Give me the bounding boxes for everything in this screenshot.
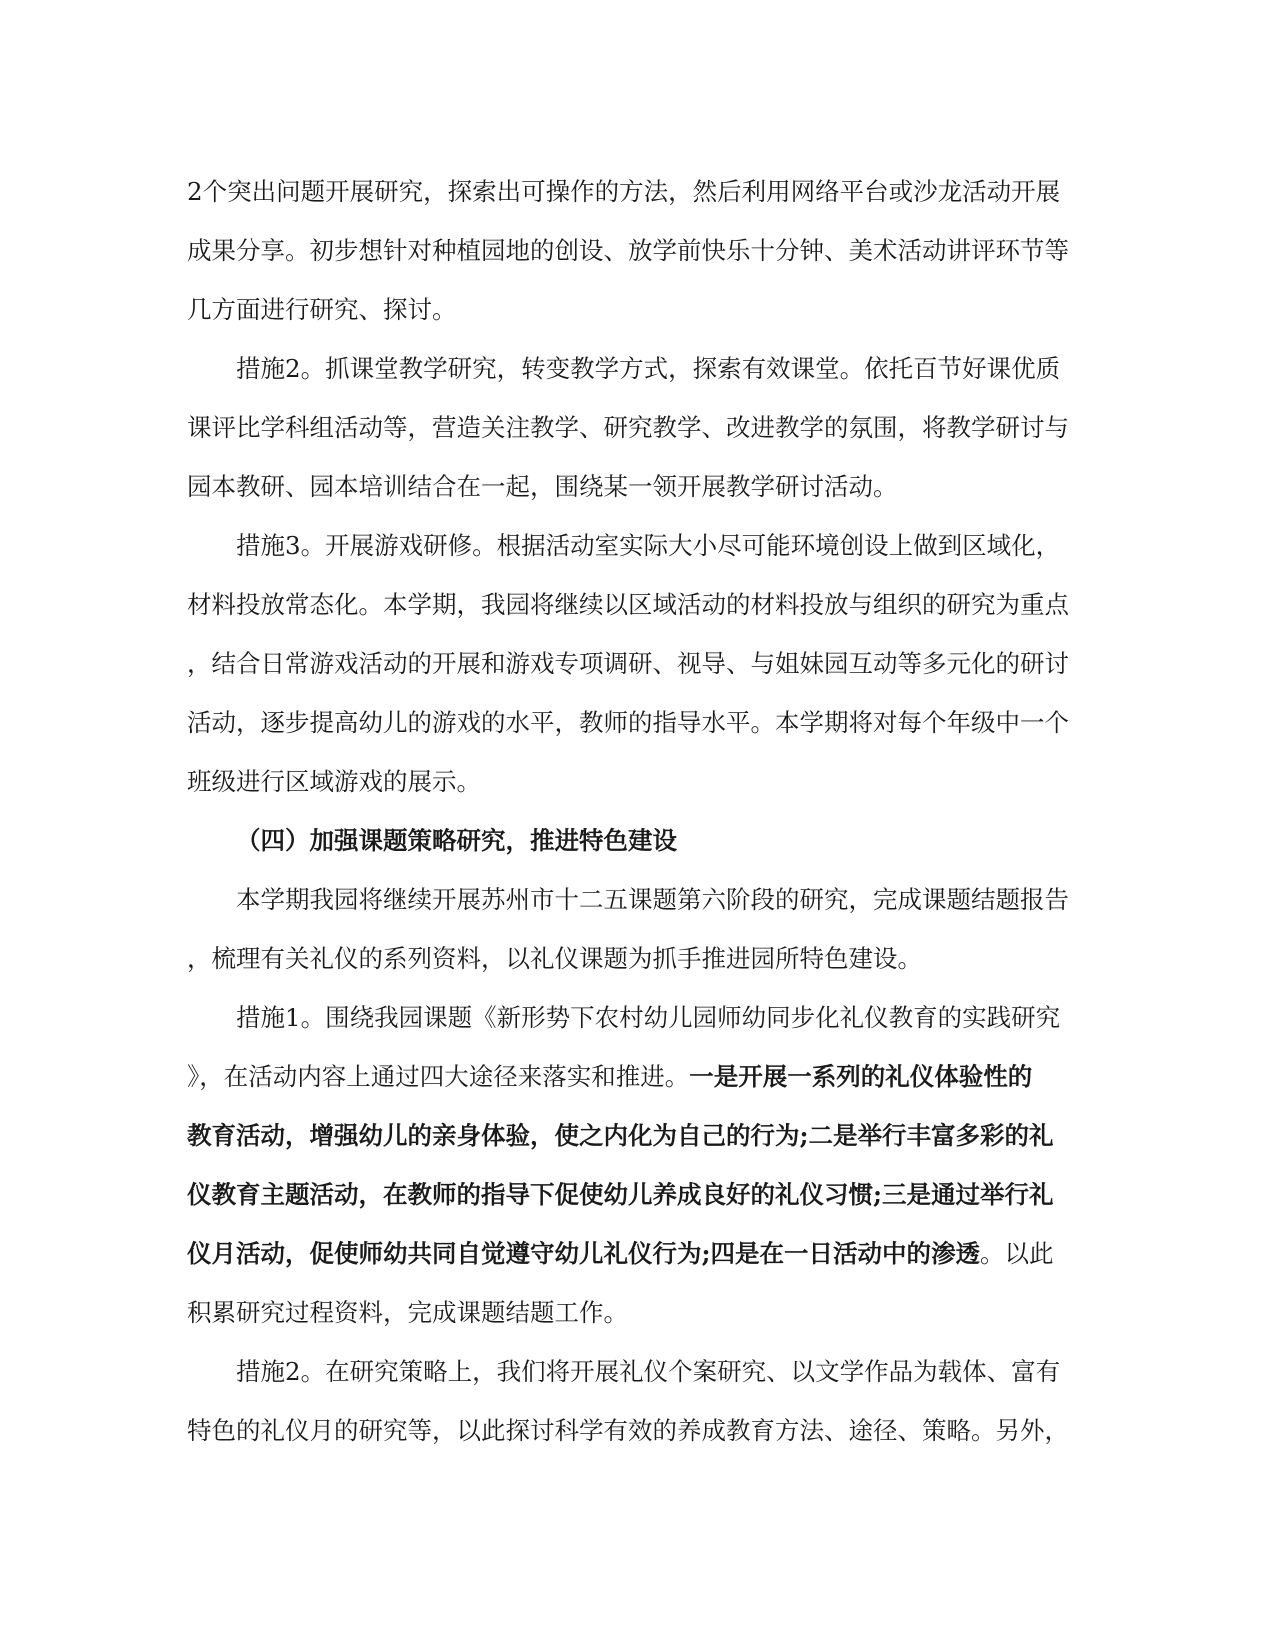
p6-line-2: 特色的礼仪月的研究等，以此探讨科学有效的养成教育方法、途径、策略。另外， <box>187 1416 1069 1445</box>
p5-line-2 <box>187 1047 1087 1106</box>
p5-line-4: 仪教育主题活动，在教师的指导下促使幼儿养成良好的礼仪习惯;三是通过举行礼 <box>187 1180 1054 1209</box>
p3-line-5: 班级进行区域游戏的展示。 <box>187 767 481 796</box>
p1-line-2: 成果分享。初步想针对种植园地的创设、放学前快乐十分钟、美术活动讲评环节等 <box>187 236 1069 265</box>
p4-line-2: ，梳理有关礼仪的系列资料，以礼仪课题为抓手推进园所特色建设。 <box>187 944 922 973</box>
p2-line-3: 园本教研、园本培训结合在一起，围绕某一领开展教学研讨活动。 <box>187 472 898 501</box>
p5-line-5-bold: 仪月活动，促使师幼共同自觉遵守幼儿礼仪行为;四是在一日活动中的渗透 <box>187 1239 981 1268</box>
p1-line-1: 2个突出问题开展研究，探索出可操作的方法，然后利用网络平台或沙龙活动开展 <box>187 177 1061 206</box>
p4-line-1: 本学期我园将继续开展苏州市十二五课题第六阶段的研究，完成课题结题报告 <box>236 885 1069 914</box>
p1-line-3: 几方面进行研究、探讨。 <box>187 295 457 324</box>
p5-line-6: 积累研究过程资料，完成课题结题工作。 <box>187 1298 628 1327</box>
p5-line-5-normal: 。以此 <box>980 1239 1054 1268</box>
p3-line-2: 材料投放常态化。本学期，我园将继续以区域活动的材料投放与组织的研究为重点 <box>187 590 1069 619</box>
p3-line-3: ，结合日常游戏活动的开展和游戏专项调研、视导、与姐妹园互动等多元化的研讨 <box>187 649 1069 678</box>
p6-line-1: 措施2。在研究策略上，我们将开展礼仪个案研究、以文学作品为载体、富有 <box>236 1357 1061 1386</box>
p5-line-2-bold: 一是开展一系列的礼仪体验性的 <box>689 1062 1033 1091</box>
p3-line-4: 活动，逐步提高幼儿的游戏的水平，教师的指导水平。本学期将对每个年级中一个 <box>187 708 1069 737</box>
section-heading: （四）加强课题策略研究，推进特色建设 <box>236 826 677 855</box>
p5-line-3: 教育活动，增强幼儿的亲身体验，使之内化为自己的行为;二是举行丰富多彩的礼 <box>187 1121 1054 1150</box>
p5-line-5 <box>187 1224 1087 1283</box>
p2-line-2: 课评比学科组活动等，营造关注教学、研究教学、改进教学的氛围，将教学研讨与 <box>187 413 1069 442</box>
p5-line-2-normal: 》，在活动内容上通过四大途径来落实和推进。 <box>187 1062 690 1091</box>
p2-line-1: 措施2。抓课堂教学研究，转变教学方式，探索有效课堂。依托百节好课优质 <box>236 354 1061 383</box>
p3-line-1: 措施3。开展游戏研修。根据活动室实际大小尽可能环境创设上做到区域化， <box>236 531 1061 560</box>
document-body <box>187 162 1087 1460</box>
p5-line-1: 措施1。围绕我园课题《新形势下农村幼儿园师幼同步化礼仪教育的实践研究 <box>236 1003 1061 1032</box>
